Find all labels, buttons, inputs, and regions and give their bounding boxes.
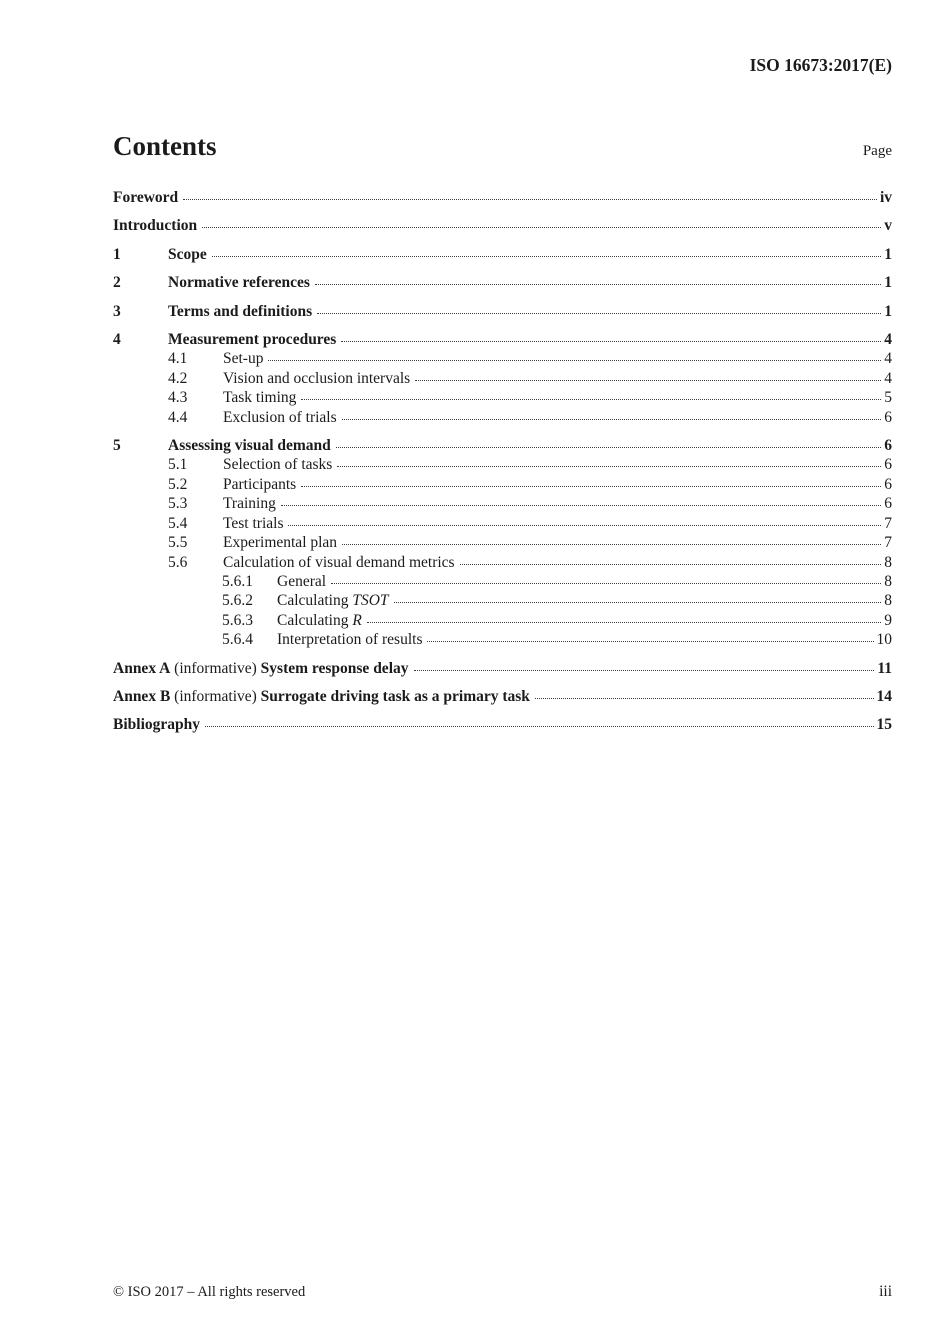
toc-entry-number: 4.4 (168, 408, 188, 426)
contents-header (113, 130, 892, 162)
toc-entry[interactable] (113, 388, 892, 407)
toc-entry-title: Calculating R (277, 611, 362, 629)
toc-entry-page: 10 (876, 631, 892, 649)
page-column-label: Page (862, 143, 892, 159)
toc-entry[interactable] (113, 273, 892, 292)
toc-entry-number: 5.2 (168, 475, 188, 493)
toc-entry[interactable] (113, 630, 892, 649)
toc-entry-title: Task timing (223, 389, 297, 407)
toc-entry-number: 5.3 (168, 495, 188, 513)
toc-entry-page: 6 (884, 456, 892, 474)
dot-leader (535, 697, 874, 699)
toc-entry-page: v (884, 217, 892, 235)
toc-entry-page: 7 (884, 534, 892, 552)
toc-entry-title: Terms and definitions (168, 302, 313, 320)
toc-entry-page: 4 (884, 331, 892, 349)
dot-leader (268, 359, 881, 361)
toc-entry-page: 11 (877, 659, 892, 677)
toc-entry-title: Set-up (223, 350, 264, 368)
toc-entry-title: Exclusion of trials (223, 408, 337, 426)
dot-leader (317, 312, 881, 314)
toc-entry[interactable] (113, 659, 892, 678)
dot-leader (331, 582, 881, 584)
toc-entry-page: iv (879, 189, 892, 206)
toc-entry-title: Measurement procedures (168, 331, 337, 349)
toc-entry-title: Training (223, 495, 276, 513)
toc-entry-page: 1 (884, 302, 892, 320)
toc-entry-title: Vision and occlusion intervals (223, 369, 411, 387)
dot-leader (337, 465, 881, 467)
toc-entry-page: 6 (884, 475, 892, 493)
toc-entry-page: 8 (884, 553, 892, 571)
toc-entry-title: Introduction (113, 217, 198, 235)
toc-entry[interactable] (113, 188, 892, 207)
document-reference: ISO 16673:2017(E) (749, 55, 892, 75)
dot-leader (415, 379, 881, 381)
toc-entry-number: 5.1 (168, 456, 188, 474)
toc-entry[interactable] (113, 715, 892, 734)
dot-leader (281, 504, 881, 506)
toc-entry[interactable] (113, 553, 892, 572)
dot-leader (394, 601, 882, 603)
toc-entry-title: Interpretation of results (277, 631, 423, 649)
dot-leader (301, 485, 881, 487)
toc-entry-page: 6 (884, 408, 892, 426)
table-of-contents (113, 188, 892, 735)
toc-entry[interactable] (113, 611, 892, 630)
toc-entry-title: Calculation of visual demand metrics (223, 553, 455, 571)
toc-entry-title: Bibliography (113, 716, 200, 734)
toc-entry-title: General (277, 572, 327, 590)
dot-leader (315, 283, 881, 285)
toc-entry-title: Experimental plan (223, 534, 338, 552)
toc-entry-title: Selection of tasks (223, 456, 333, 474)
dot-leader (342, 543, 881, 545)
toc-entry-number: 4 (113, 331, 121, 349)
toc-entry[interactable] (113, 591, 892, 610)
toc-entry-number: 5.6.1 (222, 572, 253, 590)
toc-entry-title: Normative references (168, 274, 310, 292)
dot-leader (202, 226, 881, 228)
toc-entry[interactable] (113, 369, 892, 388)
folio-page-number: iii (879, 1283, 892, 1300)
toc-entry-page: 8 (884, 572, 892, 590)
toc-entry-page: 7 (884, 514, 892, 532)
dot-leader (367, 621, 881, 623)
dot-leader (212, 255, 882, 257)
toc-entry-number: 4.1 (168, 350, 188, 368)
toc-entry-page: 1 (884, 274, 892, 292)
copyright-notice: © ISO 2017 – All rights reserved (113, 1284, 306, 1300)
dot-leader (341, 340, 881, 342)
toc-entry-page: 4 (884, 369, 892, 387)
toc-entry-page: 4 (884, 350, 892, 368)
toc-entry-number: 2 (113, 274, 121, 292)
toc-entry-page: 5 (884, 389, 892, 407)
dot-leader (342, 418, 882, 420)
toc-entry-number: 5.4 (168, 514, 188, 532)
toc-entry-title: Annex A (informative) System response delay (113, 659, 409, 677)
toc-entry-number: 4.2 (168, 369, 188, 387)
toc-entry[interactable] (113, 494, 892, 513)
toc-entry[interactable] (113, 349, 892, 368)
toc-entry[interactable] (113, 216, 892, 235)
dot-leader (205, 725, 874, 727)
dot-leader (427, 640, 873, 642)
toc-entry[interactable] (113, 330, 892, 349)
toc-entry-title: Calculating TSOT (277, 592, 389, 610)
dot-leader (336, 446, 881, 448)
toc-entry-page: 6 (884, 437, 892, 455)
toc-entry-number: 3 (113, 302, 121, 320)
toc-entry-number: 4.3 (168, 389, 188, 407)
toc-entry-page: 15 (876, 716, 892, 734)
toc-entry-title: Scope (168, 245, 207, 263)
toc-entry-title: Participants (223, 475, 297, 493)
toc-entry-page: 6 (884, 495, 892, 513)
toc-entry[interactable] (113, 436, 892, 455)
dot-leader (288, 524, 881, 526)
toc-entry-page: 9 (884, 611, 892, 629)
toc-entry[interactable] (113, 533, 892, 552)
toc-entry-title: Foreword (113, 189, 179, 206)
toc-entry-number: 5.6.4 (222, 631, 253, 649)
toc-entry-number: 5.6.2 (222, 592, 253, 610)
toc-entry-title: Test trials (223, 514, 284, 532)
toc-entry-number: 1 (113, 245, 121, 263)
toc-entry[interactable] (113, 245, 892, 264)
toc-entry[interactable] (113, 455, 892, 474)
toc-entry-page: 14 (876, 687, 892, 705)
page-footer (113, 1283, 892, 1301)
dot-leader (301, 398, 881, 400)
toc-entry[interactable] (113, 475, 892, 494)
toc-entry[interactable] (113, 572, 892, 591)
toc-entry[interactable] (113, 687, 892, 706)
page-title: Contents (113, 131, 217, 161)
toc-entry-number: 5.6 (168, 553, 188, 571)
toc-entry-number: 5 (113, 437, 121, 455)
toc-entry-number: 5.5 (168, 534, 188, 552)
toc-entry-title: Assessing visual demand (168, 437, 331, 455)
toc-entry-title: Annex B (informative) Surrogate driving task as a primary task (113, 687, 530, 705)
dot-leader (183, 198, 877, 200)
toc-entry-page: 8 (884, 592, 892, 610)
toc-entry[interactable] (113, 302, 892, 321)
dot-leader (414, 669, 875, 671)
toc-entry[interactable] (113, 514, 892, 533)
toc-entry[interactable] (113, 408, 892, 427)
toc-entry-page: 1 (884, 245, 892, 263)
dot-leader (460, 563, 882, 565)
toc-entry-number: 5.6.3 (222, 611, 253, 629)
